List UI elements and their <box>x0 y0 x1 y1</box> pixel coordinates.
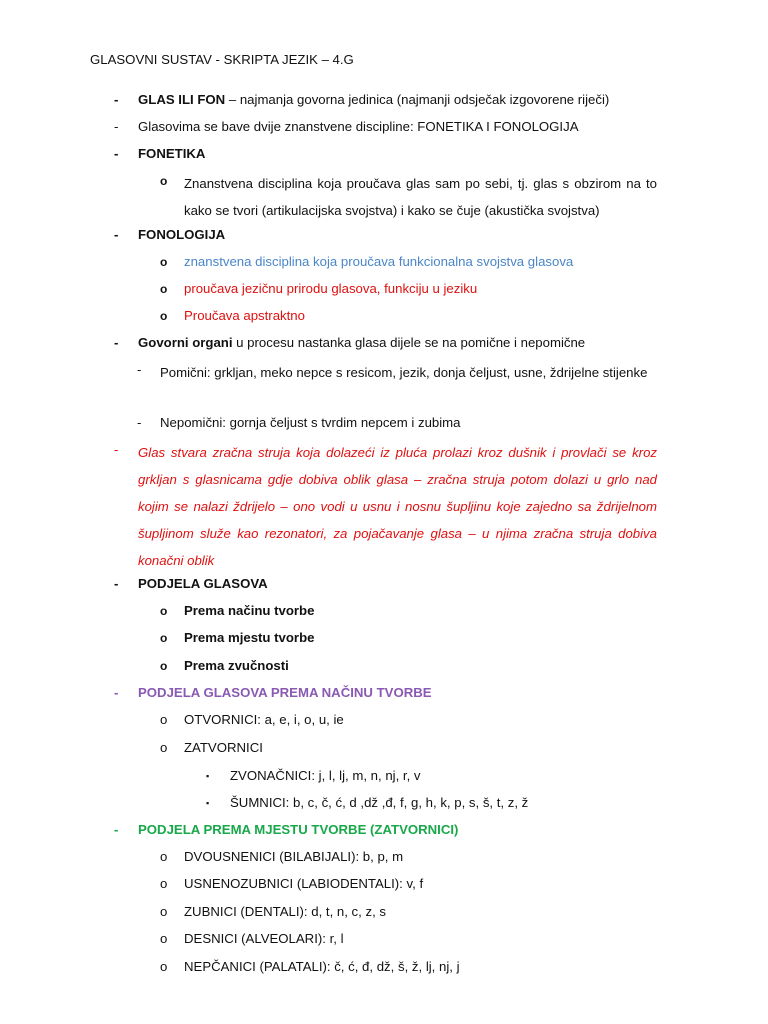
list-item-podjela-2 <box>160 627 670 649</box>
dash-bullet: - <box>114 92 119 107</box>
mjesto-heading: PODJELA PREMA MJESTU TVORBE (ZATVORNICI) <box>138 822 459 837</box>
list-item-desnici <box>160 928 670 950</box>
circle-bullet: o <box>160 904 168 919</box>
zracna-struja-text: Glas stvara zračna struja koja dolazeći iz pluća prolazi kroz dušnik i provlači se kroz grkljan s glasnicama gdje dobiva oblik glasa – zračna struja potom dolazi u grlo nad kojim se nalazi ždrijelo – ono vodi u usnu i nosnu šupljinu koje zajedno sa ždrijelnom šupljinom služe kao rezonatori, za pojačavanje glasa – u njima zračna struja dobiva konačni oblik <box>138 445 657 568</box>
discipline-text: Glasovima se bave dvije znanstvene discipline: FONETIKA I FONOLOGIJA <box>138 119 579 134</box>
list-item-podjela <box>114 573 674 595</box>
podjela-3-text: Prema zvučnosti <box>184 658 289 673</box>
circle-bullet: o <box>160 631 168 645</box>
dash-bullet: - <box>114 822 119 837</box>
dash-bullet: - <box>114 335 119 350</box>
zubnici-text: ZUBNICI (DENTALI): d, t, n, c, z, s <box>184 904 386 919</box>
fonetika-def-text: Znanstvena disciplina koja proučava glas sam po sebi, tj. glas s obzirom na to kako se tvori (artikulacijska svojstva) i kako se čuje (akustička svojstva) <box>184 176 657 218</box>
term-glas: GLAS ILI FON <box>138 92 226 107</box>
dash-bullet: - <box>114 146 119 161</box>
circle-bullet: o <box>160 309 168 323</box>
usnenozubnici-text: USNENOZUBNICI (LABIODENTALI): v, f <box>184 876 424 891</box>
list-item-glas <box>114 89 674 111</box>
circle-bullet: o <box>160 849 168 864</box>
circle-bullet: o <box>160 740 168 755</box>
podjela-heading: PODJELA GLASOVA <box>138 576 268 591</box>
list-item-zubnici <box>160 901 670 923</box>
dash-bullet: - <box>114 685 119 700</box>
circle-bullet: o <box>160 876 168 891</box>
circle-bullet: o <box>160 282 168 296</box>
list-item-sumnici <box>206 792 676 814</box>
nacin-heading: PODJELA GLASOVA PREMA NAČINU TVORBE <box>138 685 432 700</box>
list-item-fonologija-3 <box>160 305 670 327</box>
circle-bullet: o <box>160 604 168 618</box>
list-item-podjela-3 <box>160 655 670 677</box>
zvonacnici-text: ZVONAČNICI: j, l, lj, m, n, nj, r, v <box>230 768 421 783</box>
fonetika-heading: FONETIKA <box>138 146 206 161</box>
podjela-1-text: Prema načinu tvorbe <box>184 603 315 618</box>
square-bullet: ▪ <box>206 798 210 808</box>
zatvornici-text: ZATVORNICI <box>184 740 263 755</box>
list-item-fonetika-def <box>160 170 670 224</box>
dash-bullet: - <box>114 227 119 242</box>
dash-bullet: - <box>114 576 119 591</box>
pomicni-text: Pomični: grkljan, meko nepce s resicom, jezik, donja čeljust, usne, ždrijelne stijenke <box>160 365 648 380</box>
circle-bullet: o <box>160 174 168 188</box>
list-item-discipline <box>114 116 674 138</box>
list-item-otvornici <box>160 709 670 731</box>
list-item-zatvornici <box>160 737 670 759</box>
list-item-zracna-struja <box>114 439 674 574</box>
dash-bullet: - <box>137 362 142 377</box>
list-item-nepomicni <box>137 412 672 434</box>
term-organi: Govorni organi <box>138 335 233 350</box>
circle-bullet: o <box>160 659 168 673</box>
list-item-zvonacnici <box>206 765 676 787</box>
fonologija-2-text: proučava jezičnu prirodu glasova, funkciju u jeziku <box>184 281 478 296</box>
list-item-fonologija <box>114 224 674 246</box>
desnici-text: DESNICI (ALVEOLARI): r, l <box>184 931 344 946</box>
nepcanici-text: NEPČANICI (PALATALI): č, ć, đ, dž, š, ž, lj, nj, j <box>184 959 460 974</box>
list-item-nepcanici <box>160 956 670 978</box>
list-item-fonologija-2 <box>160 278 670 300</box>
list-item-fonologija-1 <box>160 251 670 273</box>
fonologija-1-text: znanstvena disciplina koja proučava funkcionalna svojstva glasova <box>184 254 574 269</box>
square-bullet: ▪ <box>206 771 210 781</box>
list-item-fonetika <box>114 143 674 165</box>
circle-bullet: o <box>160 255 168 269</box>
list-item-mjesto-heading <box>114 819 674 841</box>
fonologija-heading: FONOLOGIJA <box>138 227 226 242</box>
list-item-usnenozubnici <box>160 873 670 895</box>
podjela-2-text: Prema mjestu tvorbe <box>184 630 315 645</box>
nepomicni-text: Nepomični: gornja čeljust s tvrdim nepcem i zubima <box>160 415 461 430</box>
sumnici-text: ŠUMNICI: b, c, č, ć, d ,dž ,đ, f, g, h, k, p, s, š, t, z, ž <box>230 795 529 810</box>
circle-bullet: o <box>160 931 168 946</box>
circle-bullet: o <box>160 712 168 727</box>
document-title: GLASOVNI SUSTAV - SKRIPTA JEZIK – 4.G <box>90 52 354 67</box>
list-item-pomicni <box>137 359 672 413</box>
circle-bullet: o <box>160 959 168 974</box>
dash-bullet: - <box>114 119 119 134</box>
list-item-nacin-heading <box>114 682 674 704</box>
def-glas: – najmanja govorna jedinica (najmanji odsječak izgovorene riječi) <box>225 92 610 107</box>
fonologija-3-text: Proučava apstraktno <box>184 308 305 323</box>
dash-bullet: - <box>137 415 142 430</box>
list-item-organi <box>114 332 674 354</box>
list-item-podjela-1 <box>160 600 670 622</box>
dvousnenici-text: DVOUSNENICI (BILABIJALI): b, p, m <box>184 849 404 864</box>
dash-bullet: - <box>114 442 119 457</box>
list-item-dvousnenici <box>160 846 670 868</box>
otvornici-text: OTVORNICI: a, e, i, o, u, ie <box>184 712 344 727</box>
def-organi: u procesu nastanka glasa dijele se na pomične i nepomične <box>232 335 586 350</box>
